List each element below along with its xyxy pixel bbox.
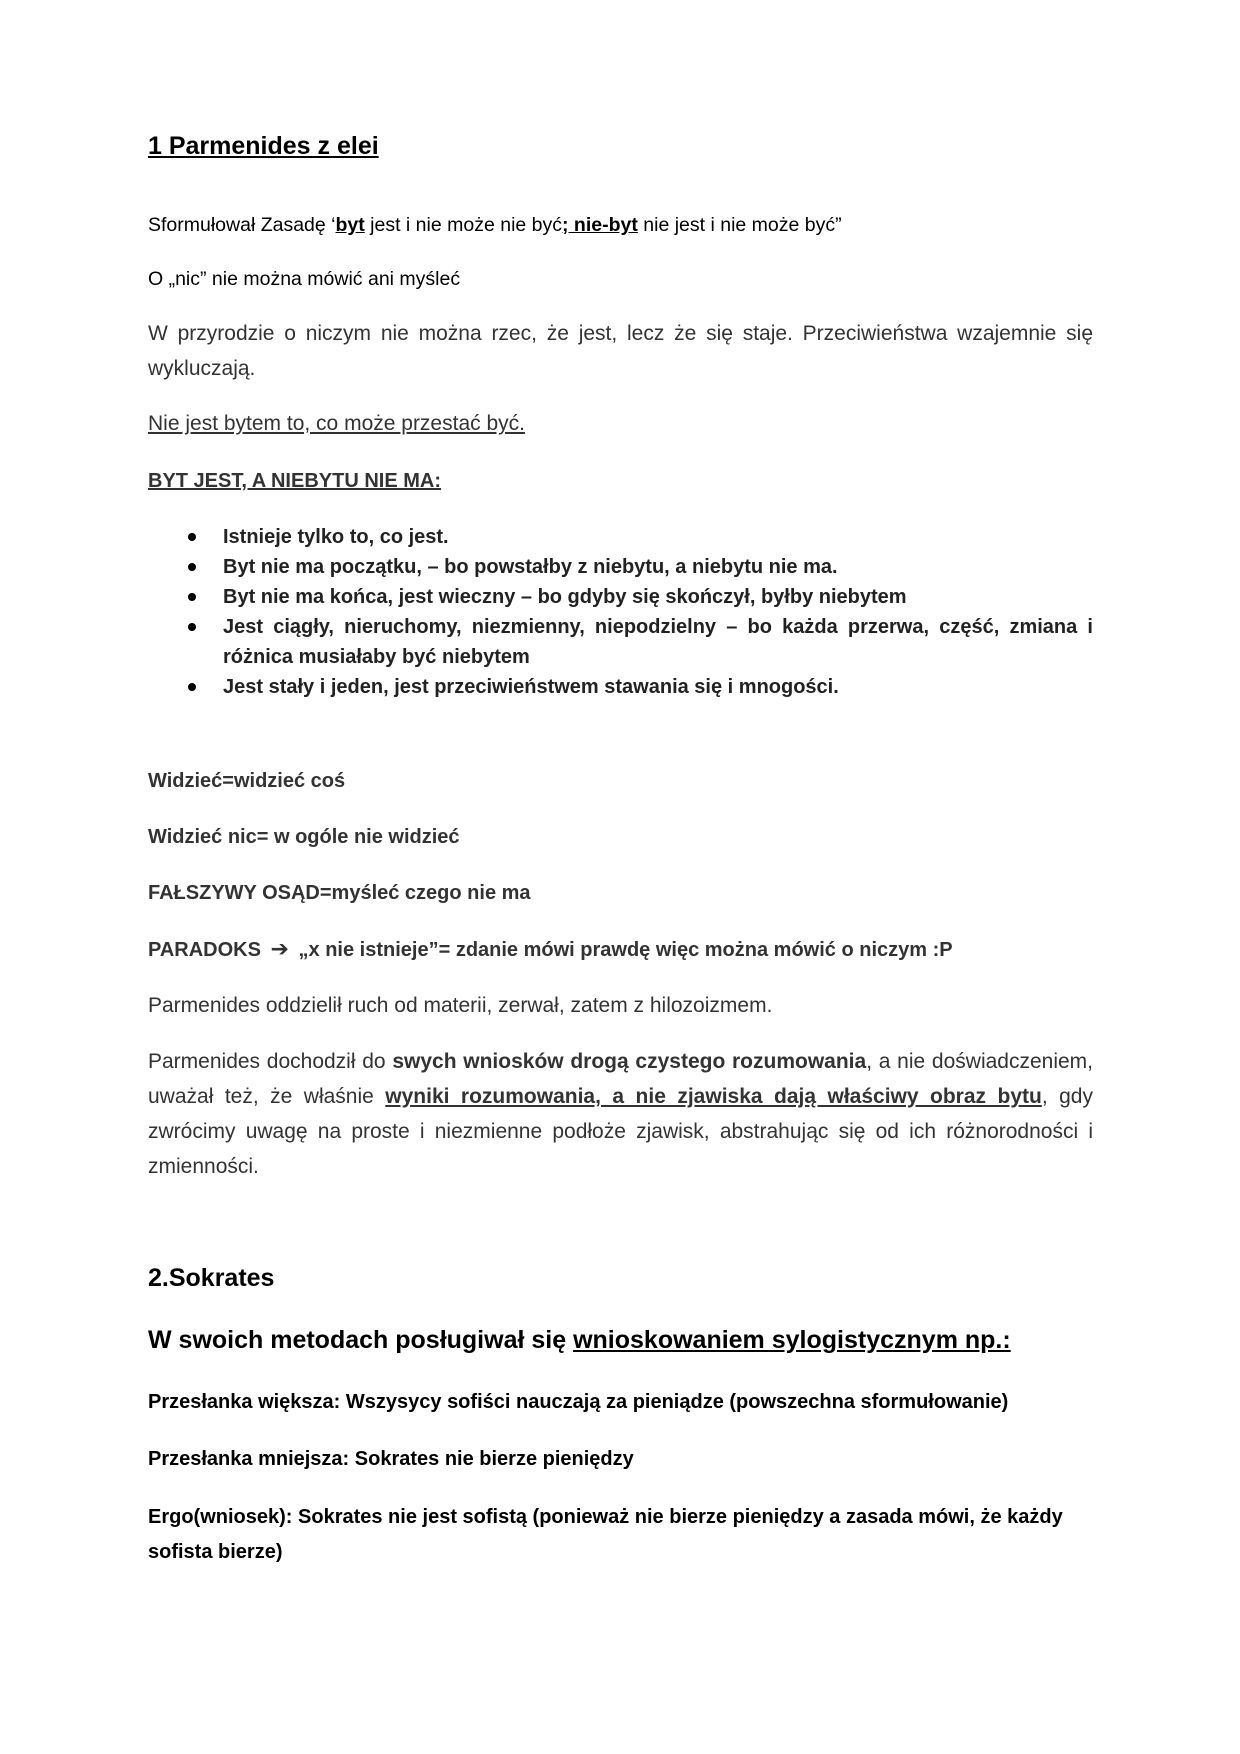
paradoks-line — [148, 934, 1093, 965]
list-item: Jest ciągły, nieruchomy, niezmienny, niepodzielny – bo każda przerwa, część, zmiana i różnica musiałaby być niebytem — [148, 612, 1093, 672]
zasada-prefix: Sformułował Zasadę ‘ — [148, 214, 336, 236]
widziec-line-1: Widzieć=widzieć coś — [148, 770, 346, 792]
dochodzil-paragraph: Parmenides dochodził do swych wniosków drogą czystego rozumowania, a nie doświadczeniem, uważał też, że właśnie wyniki rozumowania, a nie zjawiska dają właściwy obraz bytu, gdy zwrócimy uwagę na proste i niezmienne podłoże zjawisk, abstrahując się od ich różnorodności i zmienności. — [148, 1050, 1094, 1178]
section-title-sokrates: 2.Sokrates — [148, 1264, 275, 1292]
byt-bullet-list — [148, 522, 1093, 702]
zasada-mid2: nie jest i nie może być” — [637, 214, 842, 236]
bullet-dot-icon — [188, 593, 196, 601]
przeslanka-mniejsza: Przesłanka mniejsza: Sokrates nie bierze pieniędzy — [148, 1448, 634, 1470]
zasada-nie-byt: ; nie-byt — [562, 214, 638, 236]
paradoks-text: „x nie istnieje”= zdanie mówi prawdę więc można mówić o niczym :P — [298, 939, 953, 961]
section-title-parmenides: 1 Parmenides z elei — [148, 132, 379, 160]
zasada-paragraph — [148, 213, 1093, 237]
list-item: Byt nie ma początku, – bo powstałby z niebytu, a niebytu nie ma. — [148, 552, 1093, 582]
arrow-right-icon: ➔ — [270, 936, 289, 961]
bullet-dot-icon — [188, 563, 196, 571]
przyroda-paragraph: W przyrodzie o niczym nie można rzec, że jest, lecz że się staje. Przeciwieństwa wzajemnie się wykluczają. — [148, 322, 1093, 380]
przeslanka-wieksza: Przesłanka większa: Wszysycy sofiści nauczają za pieniądze (powszechna sformułowanie) — [148, 1391, 1009, 1413]
widziec-line-2: Widzieć nic= w ogóle nie widzieć — [148, 826, 460, 848]
zasada-mid1: jest i nie może nie być — [364, 214, 563, 236]
paradoks-label: PARADOKS — [148, 939, 261, 961]
bullet-dot-icon — [188, 683, 196, 691]
metody-heading: W swoich metodach posługiwał się wnioskowaniem sylogistycznym np.: — [148, 1326, 1011, 1354]
falszywy-osad-line: FAŁSZYWY OSĄD=myśleć czego nie ma — [148, 882, 531, 904]
ergo-wniosek: Ergo(wniosek): Sokrates nie jest sofistą (ponieważ nie bierze pieniędzy a zasada mówi, że każdy sofista bierze) — [148, 1506, 1063, 1563]
list-item: Istnieje tylko to, co jest. — [148, 522, 1093, 552]
list-item: Byt nie ma końca, jest wieczny – bo gdyby się skończył, byłby niebytem — [148, 582, 1093, 612]
byt-jest-heading: BYT JEST, A NIEBYTU NIE MA: — [148, 470, 441, 492]
ruch-paragraph: Parmenides oddzielił ruch od materii, zerwał, zatem z hilozoizmem. — [148, 994, 773, 1017]
bullet-dot-icon — [188, 533, 196, 541]
nic-paragraph: O „nic” nie można mówić ani myśleć — [148, 268, 461, 290]
list-item: Jest stały i jeden, jest przeciwieństwem stawania się i mnogości. — [148, 672, 1093, 702]
nie-jest-bytem-paragraph: Nie jest bytem to, co może przestać być. — [148, 412, 525, 435]
metody-underlined: wnioskowaniem sylogistycznym np.: — [573, 1326, 1011, 1354]
dochodzil-bold-1: swych wniosków drogą czystego rozumowania — [392, 1050, 867, 1073]
dochodzil-bold-2: wyniki rozumowania, a nie zjawiska dają właściwy obraz bytu — [385, 1085, 1042, 1108]
zasada-byt: byt — [335, 214, 365, 236]
bullet-dot-icon — [188, 623, 196, 631]
